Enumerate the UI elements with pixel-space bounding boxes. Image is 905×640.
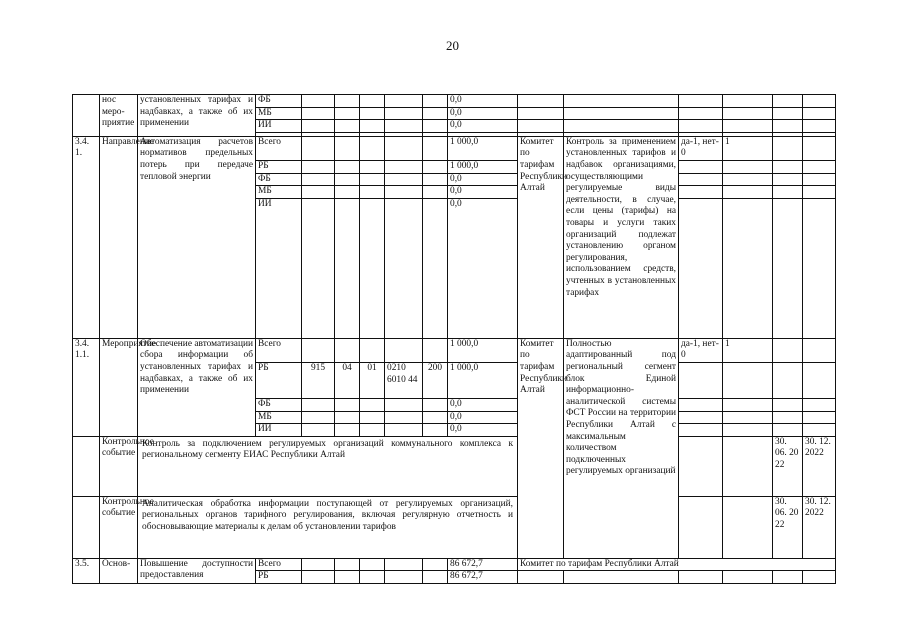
source-label: ФБ <box>256 398 302 411</box>
date-end: 30. 12. 2022 <box>803 436 836 496</box>
row-num: 3.4. 1. <box>73 136 100 338</box>
source-label: РБ <box>256 160 302 173</box>
source-label: ИИ <box>256 120 302 133</box>
row-name: Автоматизация расчетов нормативов предельных потерь при передаче тепловой энергии <box>138 136 256 338</box>
source-label: РБ <box>256 571 302 584</box>
grbs-code: 915 <box>302 362 335 398</box>
value-cell: 0,0 <box>448 398 518 411</box>
row-name: установленных тарифах и надбавках, а также об их применении <box>138 95 256 137</box>
unit: да-1, нет- 0 <box>679 338 723 362</box>
value-cell: 86 672,7 <box>448 571 518 584</box>
value-cell: 0,0 <box>448 411 518 424</box>
row-type: нос меро-приятие <box>100 95 138 137</box>
pr-code: 01 <box>360 362 385 398</box>
row-type: Контрольное событие <box>100 496 138 558</box>
row-name: Повышение доступности предоставления <box>138 558 256 583</box>
value-cell: 1 000,0 <box>448 362 518 398</box>
table-row <box>73 338 836 362</box>
value-cell: 1 000,0 <box>448 338 518 362</box>
row-num <box>73 95 100 137</box>
value-cell: 86 672,7 <box>448 558 518 571</box>
table-row <box>73 436 836 496</box>
value-cell: 1 000,0 <box>448 136 518 160</box>
row-num: 3.4. 1.1. <box>73 338 100 436</box>
source-label: ФБ <box>256 95 302 108</box>
table-row <box>73 558 836 571</box>
indicator: Контроль за применением установленных тарифов и надбавок организациями, осуществляющими регулируемые виды деятельности, в случае, если цены (тарифы) на товары и услуги таких организаций подлежат установлению органом регулирования, использованием средств, учтенных в установленных тарифах <box>564 136 679 338</box>
value-cell: 0,0 <box>448 95 518 108</box>
source-label: МБ <box>256 411 302 424</box>
unit: да-1, нет- 0 <box>679 136 723 160</box>
value-cell: 0,0 <box>448 198 518 338</box>
source-label: ФБ <box>256 173 302 186</box>
row-type: Основ- <box>100 558 138 583</box>
table-row <box>73 136 836 160</box>
rz-code: 04 <box>335 362 360 398</box>
value-cell: 0,0 <box>448 424 518 437</box>
source-label: МБ <box>256 186 302 199</box>
executor: Комитет по тарифам Республики Алтай <box>518 558 836 571</box>
row-name: Обеспечение автоматизации сбора информации об установленных тарифах и надбавках, а также об их применении <box>138 338 256 436</box>
value-cell: 1 000,0 <box>448 160 518 173</box>
table-row <box>73 95 836 108</box>
date-end: 30. 12. 2022 <box>803 496 836 558</box>
target: 1 <box>723 338 773 362</box>
source-label: ИИ <box>256 424 302 437</box>
control-event-text: Аналитическая обработка информации поступающей от регулируемых организаций, региональных органов тарифного регулирования, включая регулярную отчетность и обосновывающие материалы к делам об установлении тарифов <box>138 496 518 558</box>
csr-code: 0210 6010 44 <box>385 362 423 398</box>
row-type: Контрольное событие <box>100 436 138 496</box>
vr-code: 200 <box>423 362 448 398</box>
indicator: Полностью адаптированный под региональный сегмент блок Единой информационно-аналитической системы ФСТ России на территории Республики Алтай с максимальным количеством подключенных регулируемых организаций <box>564 338 679 558</box>
source-label: Всего <box>256 338 302 362</box>
source-label: Всего <box>256 558 302 571</box>
row-type: Мероприятие <box>100 338 138 436</box>
row-type: Направление <box>100 136 138 338</box>
value-cell: 0,0 <box>448 173 518 186</box>
date-start: 30. 06. 20 22 <box>773 436 803 496</box>
value-cell: 0,0 <box>448 107 518 120</box>
target: 1 <box>723 136 773 160</box>
executor: Комитет по тарифам Республики Алтай <box>518 136 564 338</box>
budget-table <box>72 94 836 584</box>
value-cell: 0,0 <box>448 120 518 133</box>
page-number: 20 <box>446 38 459 53</box>
control-event-text: Контроль за подключением регулируемых организаций коммунального комплекса к региональному сегменту ЕИАС Республики Алтай <box>138 436 518 496</box>
source-label: РБ <box>256 362 302 398</box>
executor: Комитет по тарифам Республики Алтай <box>518 338 564 558</box>
source-label: МБ <box>256 107 302 120</box>
source-label: ИИ <box>256 198 302 338</box>
table-row <box>73 496 836 558</box>
value-cell: 0,0 <box>448 186 518 199</box>
row-num: 3.5. <box>73 558 100 583</box>
source-label: Всего <box>256 136 302 160</box>
date-start: 30. 06. 20 22 <box>773 496 803 558</box>
